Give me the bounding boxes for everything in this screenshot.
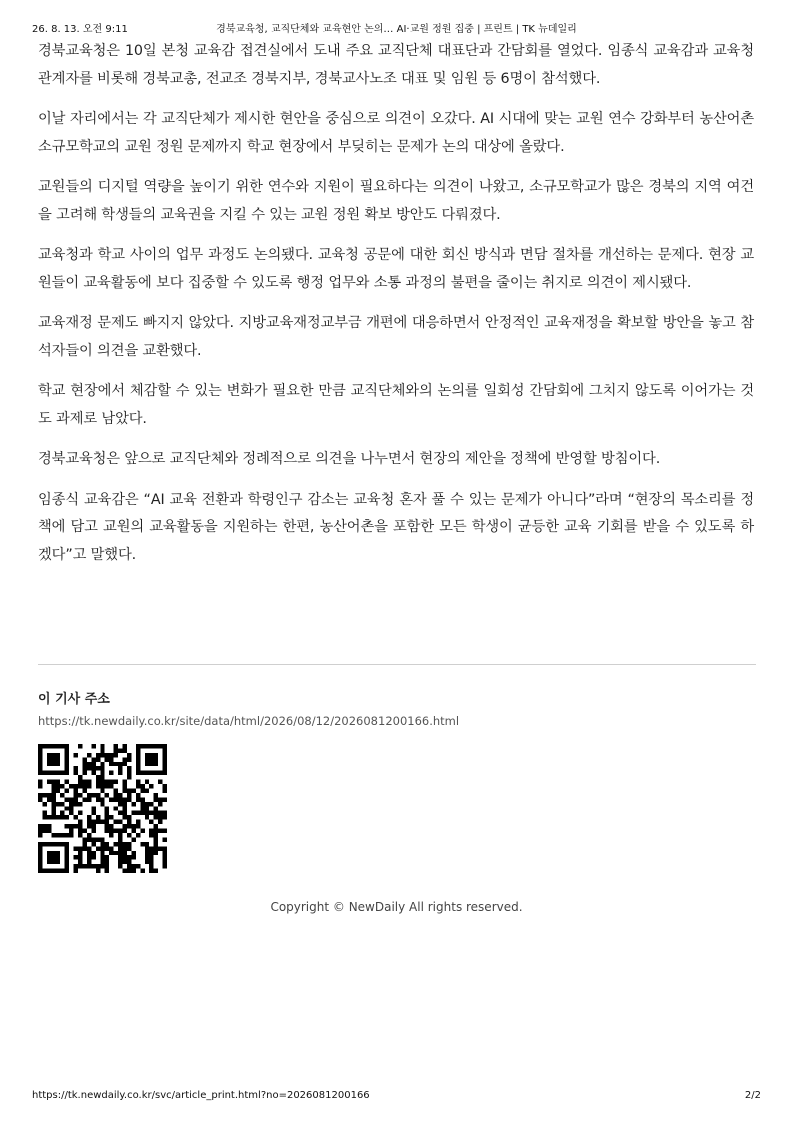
article-paragraph: 학교 현장에서 체감할 수 있는 변화가 필요한 만큼 교직단체와의 논의를 일회성 간담회에 그치지 않도록 이어가는 것도 과제로 남았다. [38,383,754,427]
article-paragraph: 교원들의 디지털 역량을 높이기 위한 연수와 지원이 필요하다는 의견이 나왔고, 소규모학교가 많은 경북의 지역 여건을 고려해 학생들의 교육권을 지킬 수 있는 교원 정원 확보 방안도 다뤄졌다. [38,179,754,223]
print-header [32,20,761,34]
article-address-link[interactable]: https://tk.newdaily.co.kr/site/data/html/2026/08/12/2026081200166.html [38,714,460,728]
article-address-heading: 이 기사 주소 [38,692,110,707]
article-body [38,38,754,582]
article-paragraph: 임종식 교육감은 “AI 교육 전환과 학령인구 감소는 교육청 혼자 풀 수 있는 문제가 아니다”라며 “현장의 목소리를 정책에 담고 교원의 교육활동을 지원하는 한편, 농산어촌을 포함한 모든 학생이 균등한 교육 기회를 받을 수 있도록 하겠다”고 말했다. [38,491,754,563]
article-paragraph: 경북교육청은 10일 본청 교육감 접견실에서 도내 주요 교직단체 대표단과 간담회를 열었다. 임종식 교육감과 교육청 관계자를 비롯해 경북교총, 전교조 경북지부, 경북교사노조 대표 및 임원 등 6명이 참석했다. [38,43,754,87]
print-page-title: 경북교육청, 교직단체와 교육현안 논의… AI·교원 정원 집중 | 프린트 | TK 뉴데일리 [216,24,577,35]
print-date: 26. 8. 13. 오전 9:11 [32,24,128,35]
section-divider [38,664,756,665]
qr-code-icon [38,744,167,873]
article-paragraph: 교육청과 학교 사이의 업무 과정도 논의됐다. 교육청 공문에 대한 회신 방식과 면담 절차를 개선하는 문제다. 현장 교원들이 교육활동에 보다 집중할 수 있도록 행정 업무와 소통 과정의 불편을 줄이는 취지로 의견이 제시됐다. [38,247,754,291]
page-number: 2/2 [744,1090,761,1101]
article-paragraph: 이날 자리에서는 각 교직단체가 제시한 현안을 중심으로 의견이 오갔다. AI 시대에 맞는 교원 연수 강화부터 농산어촌 소규모학교의 교원 정원 문제까지 학교 현장에서 부딪히는 문제가 논의 대상에 올랐다. [38,111,754,155]
print-footer [32,1090,761,1104]
article-paragraph: 교육재정 문제도 빠지지 않았다. 지방교육재정교부금 개편에 대응하면서 안정적인 교육재정을 확보할 방안을 놓고 참석자들이 의견을 교환했다. [38,315,754,359]
print-footer-url: https://tk.newdaily.co.kr/svc/article_print.html?no=2026081200166 [32,1090,370,1101]
article-paragraph: 경북교육청은 앞으로 교직단체와 정례적으로 의견을 나누면서 현장의 제안을 정책에 반영할 방침이다. [38,451,661,467]
copyright-notice: Copyright © NewDaily All rights reserved. [270,900,523,914]
